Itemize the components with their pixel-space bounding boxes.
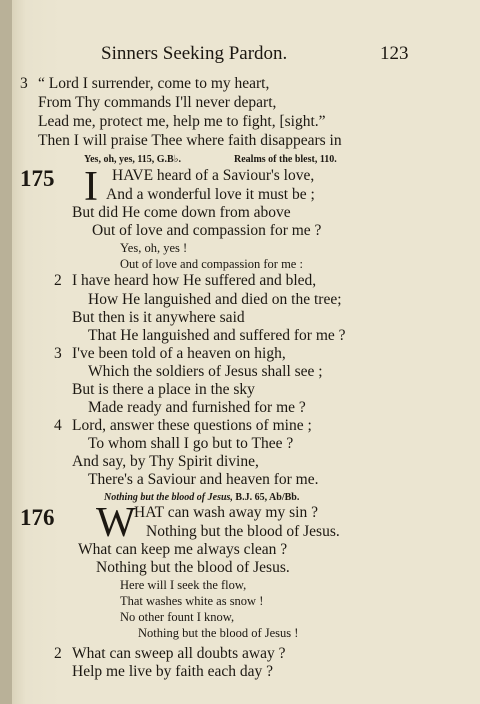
verse-line: From Thy commands I'll never depart, [38,94,277,111]
verse-line: I have heard how He suffered and bled, [72,272,317,289]
verse-line: Lord, answer these questions of mine ; [72,417,312,434]
page-number: 123 [380,43,409,64]
verse-line: And a wonderful love it must be ; [106,186,315,203]
verse-line: “ Lord I surrender, come to my heart, [38,75,270,92]
verse-line: There's a Saviour and heaven for me. [88,471,319,488]
verse-line: Then I will praise Thee where faith disappears in [38,132,342,149]
stanza-number: 4 [54,417,62,434]
verse-line: Help me live by faith each day ? [72,663,273,680]
page-gutter [0,0,12,704]
verse-line: I've been told of a heaven on high, [72,345,286,362]
verse-line: HAT can wash away my sin ? [134,504,318,521]
drop-cap: W [96,500,136,546]
chorus-line: That washes white as snow ! [120,594,264,608]
chorus-line: Out of love and compassion for me : [120,257,303,271]
verse-line: What can keep me always clean ? [78,541,288,558]
verse-line: But then is it anywhere said [72,309,245,326]
stanza-number: 2 [54,645,62,662]
verse-line: What can sweep all doubts away ? [72,645,286,662]
verse-line: Made ready and furnished for me ? [88,399,306,416]
verse-line: Lead me, protect me, help me to fight, [sight.” [38,113,326,130]
drop-cap: I [84,164,98,210]
tune-reference: Yes, oh, yes, 115, G.B♭. [84,154,181,165]
chorus-line: No other fount I know, [120,610,235,624]
verse-line: How He languished and died on the tree; [88,291,342,308]
verse-line: That He languished and suffered for me ? [88,327,346,344]
stanza-number: 2 [54,272,62,289]
chorus-line: Nothing but the blood of Jesus ! [138,626,299,640]
stanza-number: 3 [54,345,62,362]
verse-line: Nothing but the blood of Jesus. [146,523,340,540]
verse-line: And say, by Thy Spirit divine, [72,453,259,470]
verse-line: But did He come down from above [72,204,291,221]
verse-line: But is there a place in the sky [72,381,255,398]
stanza-number: 3 [20,75,28,92]
page-title: Sinners Seeking Pardon. [101,43,288,64]
hymn-number: 175 [20,166,55,191]
tune-reference: Realms of the blest, 110. [234,154,337,165]
verse-line: To whom shall I go but to Thee ? [88,435,294,452]
hymn-number: 176 [20,505,55,530]
chorus-line: Here will I seek the flow, [120,578,247,592]
verse-line: Which the soldiers of Jesus shall see ; [88,363,323,380]
verse-line: Out of love and compassion for me ? [92,222,322,239]
verse-line: HAVE heard of a Saviour's love, [112,167,315,184]
chorus-line: Yes, oh, yes ! [120,241,188,255]
tune-reference: Nothing but the blood of Jesus, B.J. 65, Ab/Bb. [104,492,300,503]
verse-line: Nothing but the blood of Jesus. [96,559,290,576]
